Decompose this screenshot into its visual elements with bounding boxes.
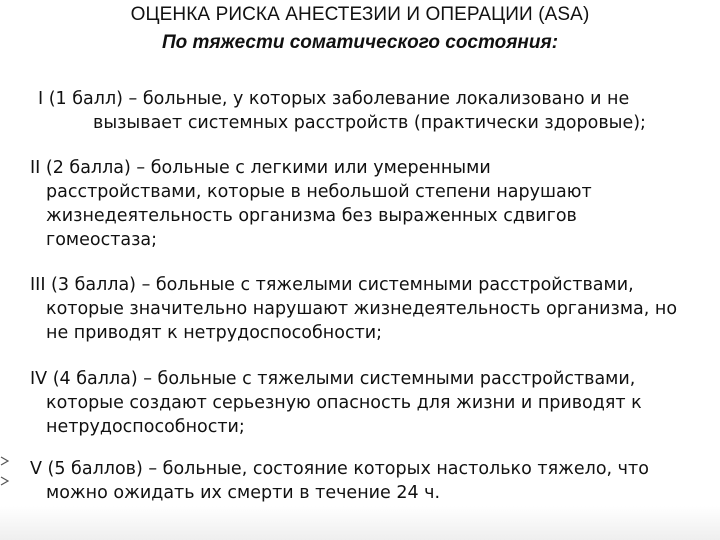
asa-class-1	[38, 87, 646, 135]
asa-class-5-line-1: V (5 баллов) – больные, состояние которых настолько тяжело, что	[30, 459, 649, 479]
asa-class-5-line-2: можно ожидать их смерти в течение 24 ч.	[46, 483, 441, 503]
slide-subtitle: По тяжести соматического состояния:	[161, 32, 559, 53]
bullet-arrow-icon	[0, 456, 10, 466]
asa-class-3-line-2: которые значительно нарушают жизнедеятельность организма, но	[46, 299, 678, 319]
asa-class-2-line-3: жизнедеятельность организма без выраженных сдвигов	[46, 206, 577, 226]
asa-class-2-line-4: гомеостаза;	[46, 230, 158, 250]
asa-class-4	[30, 367, 642, 439]
asa-class-3-line-1: III (3 балла) – больные с тяжелыми системными расстройствами,	[30, 275, 634, 295]
asa-class-5	[30, 457, 649, 505]
asa-class-1-line-2: вызывает системных расстройств (практически здоровые);	[93, 113, 646, 133]
asa-class-3-line-3: не приводят к нетрудоспособности;	[46, 323, 383, 343]
asa-class-4-line-3: нетрудоспособности;	[46, 417, 245, 437]
slide-title: ОЦЕНКА РИСКА АНЕСТЕЗИИ И ОПЕРАЦИИ (ASA)	[130, 4, 590, 25]
asa-class-4-line-1: IV (4 балла) – больные с тяжелыми системными расстройствами,	[30, 369, 636, 389]
asa-class-4-line-2: которые создают серьезную опасность для жизни и приводят к	[46, 393, 642, 413]
asa-class-2	[30, 156, 592, 252]
asa-class-2-line-2: расстройствами, которые в небольшой степени нарушают	[46, 182, 592, 202]
bullet-arrow-icon	[0, 476, 10, 486]
asa-class-3	[30, 273, 677, 345]
asa-class-2-line-1: II (2 балла) – больные с легкими или умеренными	[30, 158, 491, 178]
asa-class-1-line-1: I (1 балл) – больные, у которых заболевание локализовано и не	[38, 89, 630, 109]
slide-bottom-shadow	[0, 506, 720, 540]
